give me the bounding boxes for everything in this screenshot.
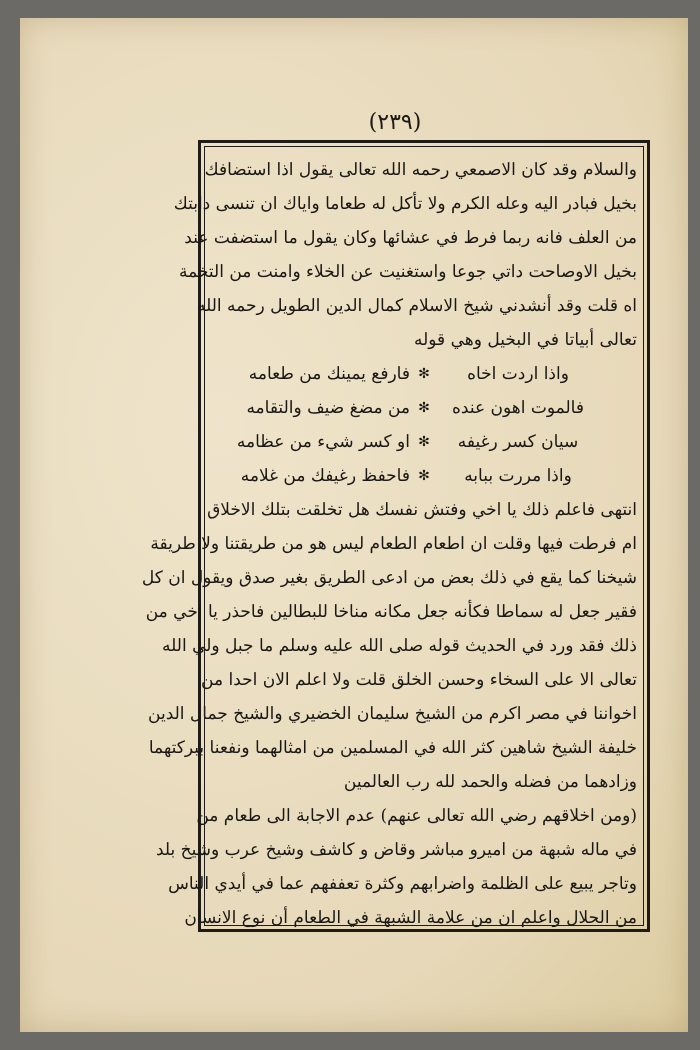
text-line: ام فرطت فيها وقلت ان اطعام الطعام ليس هو من طريقتنا ولا طريقة bbox=[150, 534, 637, 554]
text-line: ذلك فقد ورد في الحديث قوله صلى الله عليه وسلم ما جبل ولي الله bbox=[162, 636, 637, 656]
verse-first-hemistich: سيان كسر رغيفه bbox=[457, 432, 579, 452]
star-separator-icon: ✻ bbox=[418, 400, 430, 416]
text-line: بخيل فبادر اليه وعله الكرم ولا تأكل له طعاما واياك ان تنسى دابتك bbox=[173, 194, 637, 214]
text-line: خليفة الشيخ شاهين كثر الله في المسلمين من امثالهما ونفعنا ببركتهما bbox=[148, 738, 637, 758]
verse-second-hemistich: او كسر شيء من عظامه bbox=[236, 432, 410, 452]
text-line: من العلف فانه ربما فرط في عشائها وكان يقول ما استضفت عند bbox=[184, 228, 637, 248]
poem-verse bbox=[211, 391, 637, 425]
text-line: شيخنا كما يقع في ذلك بعض من ادعى الطريق بغير صدق ويقول ان كل bbox=[141, 568, 637, 588]
poem-verse bbox=[211, 357, 637, 391]
text-line: اه قلت وقد أنشدني شيخ الاسلام كمال الدين الطويل رحمه الله bbox=[197, 296, 637, 316]
text-line: وزادهما من فضله والحمد لله رب العالمين bbox=[343, 772, 637, 792]
text-line: وتاجر يبيع على الظلمة واضرابهم وكثرة تعففهم عما في أيدي الناس bbox=[168, 874, 637, 894]
section-heading-line: (ومن اخلاقهم رضي الله تعالى عنهم) عدم الاجابة الى طعام من bbox=[196, 806, 637, 826]
verse-first-hemistich: واذا مررت ببابه bbox=[464, 466, 572, 486]
star-separator-icon: ✻ bbox=[418, 366, 430, 382]
page-number: (٢٣٩) bbox=[368, 110, 422, 135]
verse-second-hemistich: فارفع يمينك من طعامه bbox=[248, 364, 410, 384]
text-line: من الحلال واعلم ان من علامة الشبهة في الطعام أن نوع الانسان bbox=[184, 908, 637, 928]
text-line: تعالى الا على السخاء وحسن الخلق قلت ولا اعلم الان احدا من bbox=[201, 670, 637, 690]
star-separator-icon: ✻ bbox=[418, 434, 430, 450]
verse-second-hemistich: فاحفظ رغيفك من غلامه bbox=[240, 466, 410, 486]
verse-first-hemistich: فالموت اهون عنده bbox=[452, 398, 584, 418]
text-line: والسلام وقد كان الاصمعي رحمه الله تعالى يقول اذا استضافك bbox=[204, 160, 637, 180]
text-line: بخيل الاوصاحت داتي جوعا واستغنيت عن الخلاء وامنت من التخمة bbox=[178, 262, 637, 282]
text-frame bbox=[141, 140, 650, 932]
poem-verse bbox=[211, 425, 637, 459]
text-line: في ماله شبهة من اميرو مباشر وقاض و كاشف وشيخ عرب وشيخ بلد bbox=[156, 840, 637, 860]
poem-verse bbox=[211, 459, 637, 493]
verse-second-hemistich: من مضغ ضيف والتقامه bbox=[246, 398, 410, 418]
text-line: انتهى فاعلم ذلك يا اخي وفتش نفسك هل تخلقت بتلك الاخلاق bbox=[207, 500, 637, 520]
text-line: فقير جعل له سماطا فكأنه جعل مكانه مناخا للبطالين فاحذر يا اخي من bbox=[145, 602, 637, 622]
text-line: تعالى أبياتا في البخيل وهي قوله bbox=[413, 330, 637, 350]
verse-first-hemistich: واذا اردت اخاه bbox=[467, 364, 569, 384]
book-page bbox=[20, 18, 688, 1032]
text-line: اخواننا في مصر اكرم من الشيخ سليمان الخضيري والشيخ جمال الدين bbox=[148, 704, 637, 724]
star-separator-icon: ✻ bbox=[418, 468, 430, 484]
main-text bbox=[141, 153, 637, 928]
